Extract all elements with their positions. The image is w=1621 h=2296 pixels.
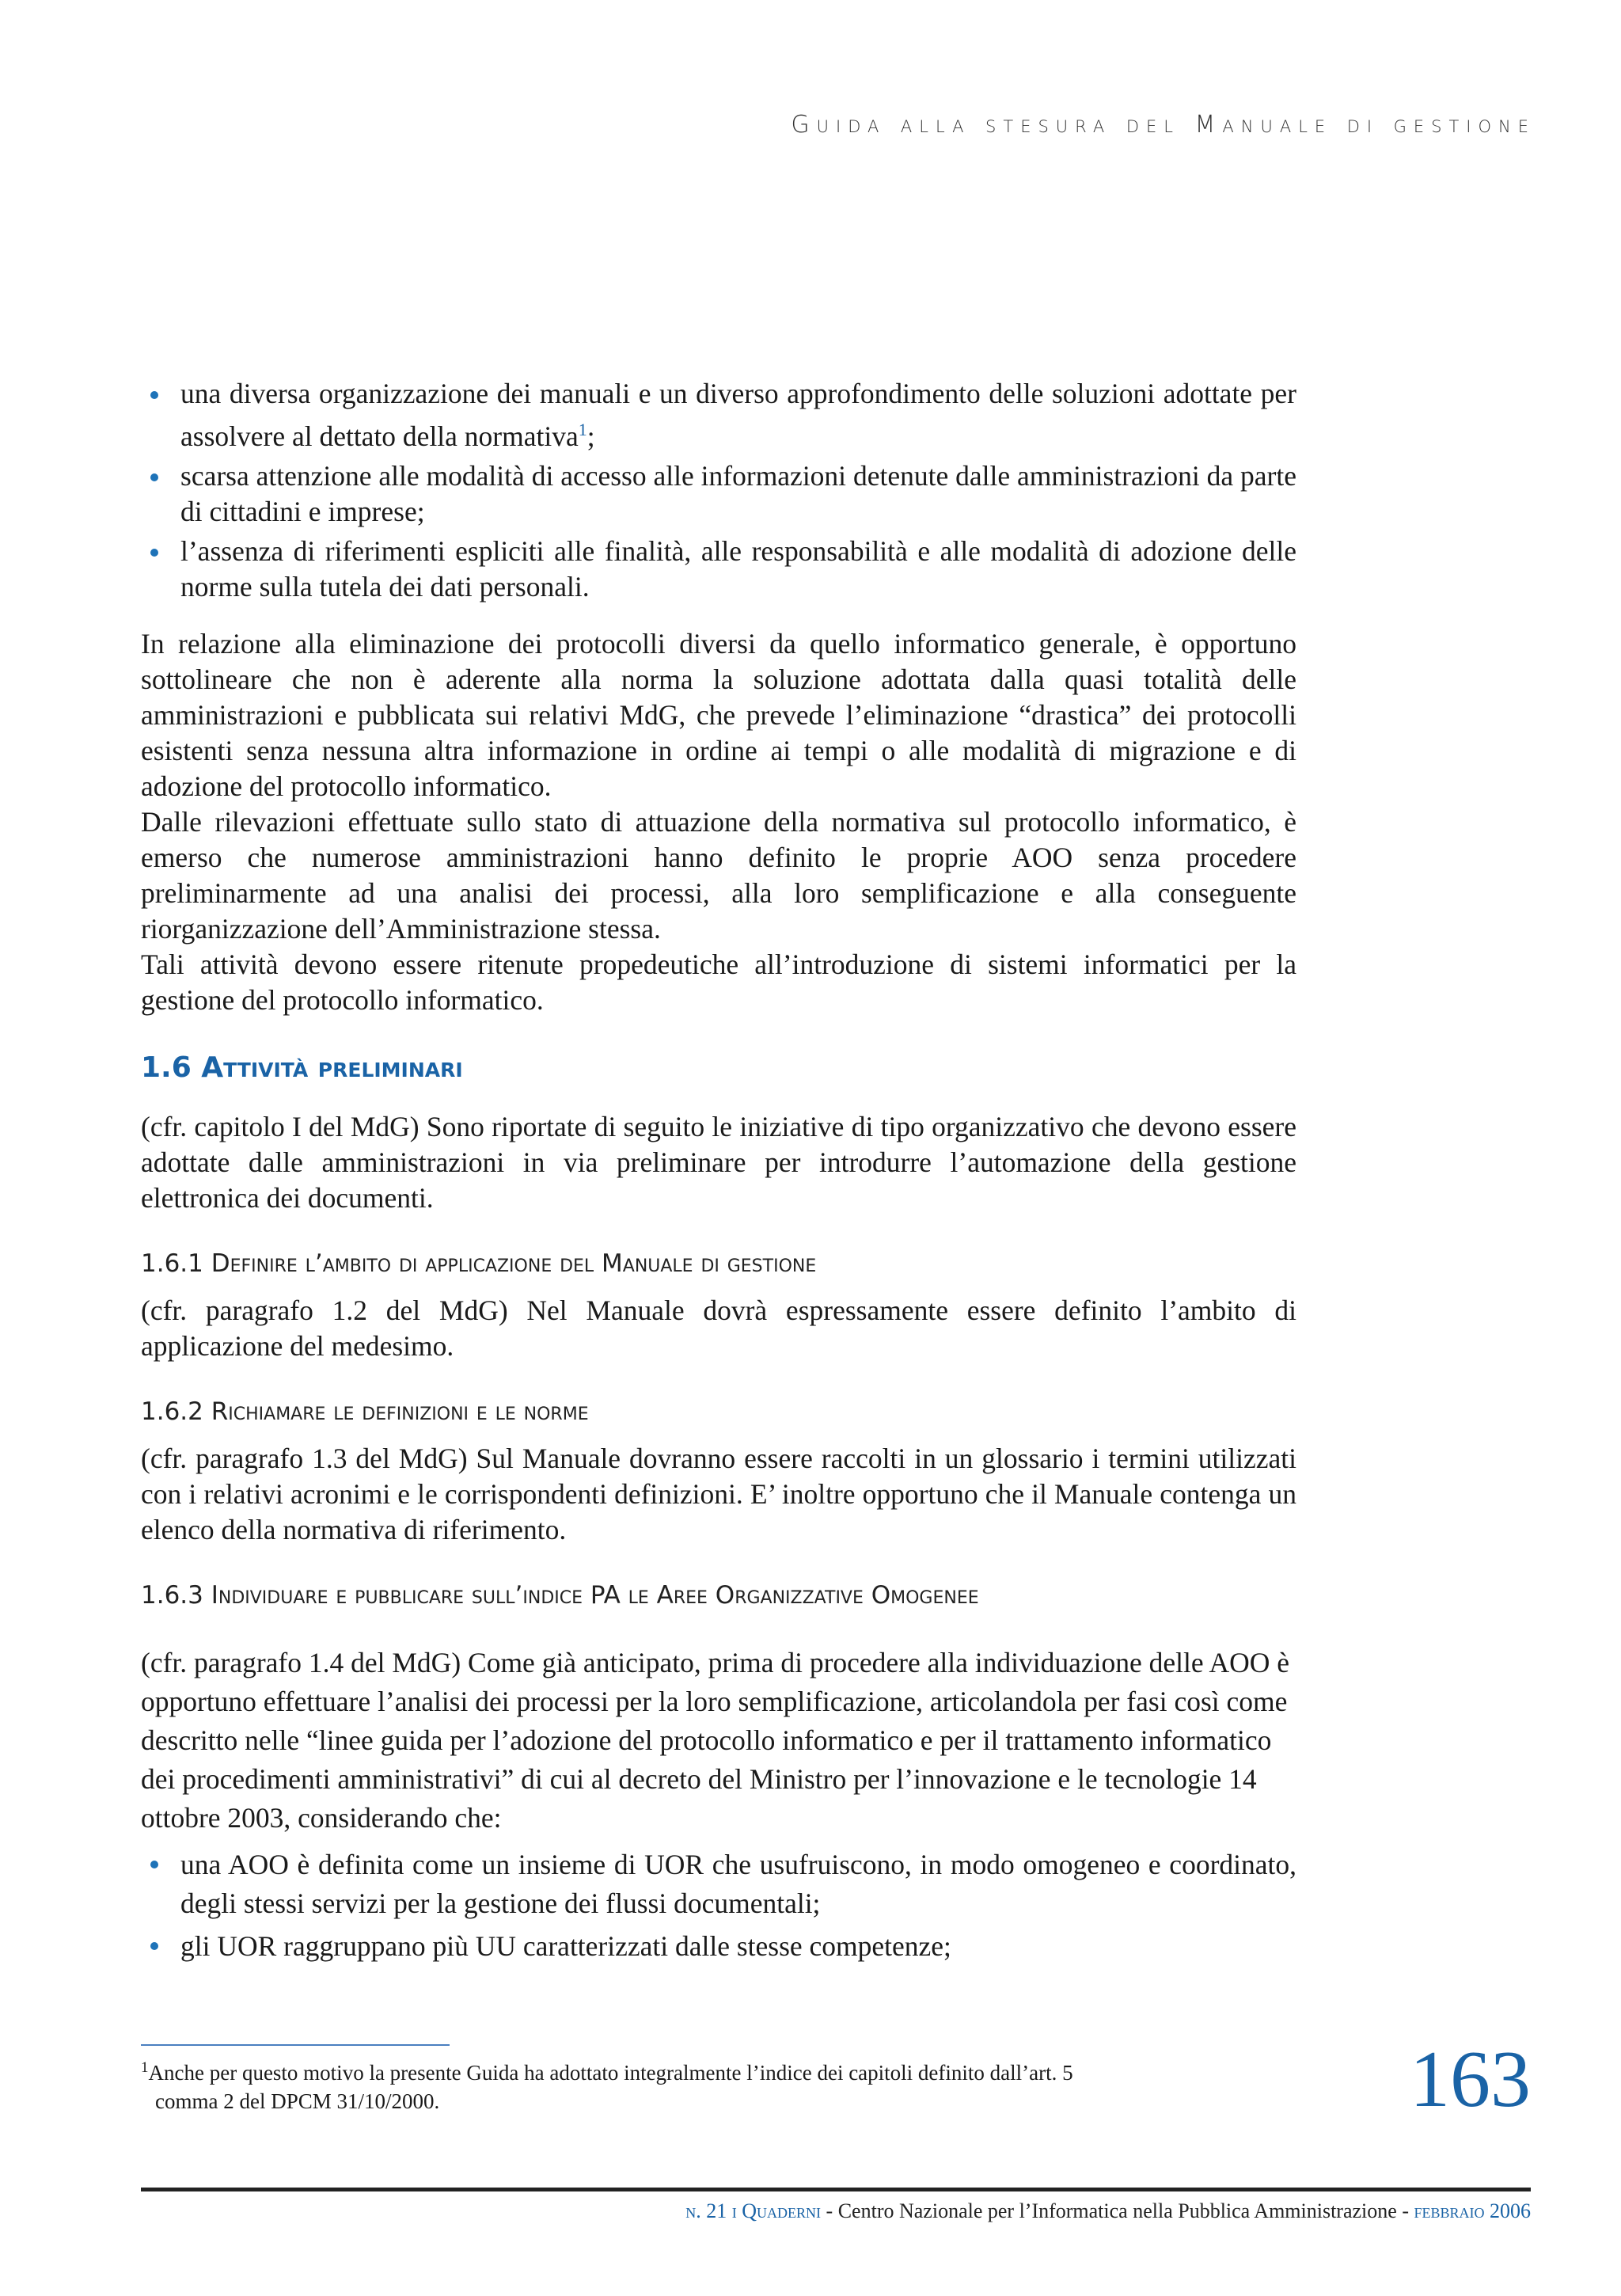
footer-date: febbraio 2006: [1414, 2199, 1531, 2222]
footer-publisher: Centro Nazionale per l’Informatica nella Pubblica Amministrazione: [837, 2199, 1397, 2222]
footnote-divider: [141, 2044, 450, 2046]
footnote-marker: 1: [141, 2059, 149, 2076]
footer-divider: [141, 2188, 1531, 2191]
section-heading-1-6-1: 1.6.1 Definire l’ambito di applicazione del Manuale di gestione: [141, 1249, 817, 1278]
list-item: scarsa attenzione alle modalità di accesso alle informazioni detenute dalle amministrazioni da parte di cittadini e imprese;: [180, 458, 1296, 530]
footnote-reference[interactable]: 1: [578, 420, 587, 439]
main-content: [141, 376, 1296, 1970]
section-heading-1-6: 1.6 Attività preliminari: [141, 1051, 463, 1084]
footnote: $^1$Anche per questo motivo la presente Guida ha adottato integralmente l’indice dei capitoli definito dall’art. 5 comma 2 del DPCM 31/10/2000.: [141, 2059, 1073, 2113]
list-item: una AOO è definita come un insieme di UOR che usufruiscono, in modo omogeneo e coordinato, degli stessi servizi per la gestione dei flussi documentali;: [180, 1846, 1296, 1923]
list-item: l’assenza di riferimenti espliciti alle finalità, alle responsabilità e alle modalità di adozione delle norme sulla tutela dei dati personali.: [180, 534, 1296, 605]
paragraph: Tali attività devono essere ritenute propedeutiche all’introduzione di sistemi informatici per la gestione del protocollo informatico.: [141, 948, 1296, 1016]
paragraph: Dalle rilevazioni effettuate sullo stato di attuazione della normativa sul protocollo informatico, è emerso che numerose amministrazioni hanno definito le proprie AOO senza procedere preliminarmente ad una analisi dei processi, alla loro semplificazione e alla conseguente riorganizzazione dell’Amministrazione stessa.: [141, 805, 1296, 945]
list-item: gli UOR raggruppano più UU caratterizzati dalle stesse competenze;: [180, 1927, 1296, 1966]
section-body-1-6-2: (cfr. paragrafo 1.3 del MdG) Sul Manuale dovranno essere raccolti in un glossario i termini utilizzati con i relativi acronimi e le corrispondenti definizioni. E’ inoltre opportuno che il Manuale contenga un elenco della normativa di riferimento.: [141, 1442, 1296, 1545]
list-item: una diversa organizzazione dei manuali e un diverso approfondimento delle soluzioni adottate per assolvere al dettato della normativa$^1$;: [180, 376, 1296, 454]
section-body-1-6-3: (cfr. paragrafo 1.4 del MdG) Come già anticipato, prima di procedere alla individuazione delle AOO è opportuno effettuare l’analisi dei processi per la loro semplificazione, articolandola per fasi così come descritto nelle “linee guida per l’adozione del protocollo informatico e per il trattamento informatico dei procedimenti amministrativi” di cui al decreto del Ministro per l’innovazione e le tecnologie 14 ottobre 2003, considerando che:: [141, 1646, 1290, 1834]
footer-issue: n. 21 i Quaderni: [685, 2199, 822, 2222]
section-heading-1-6-3: 1.6.3 Individuare e pubblicare sull’indice PA le Aree Organizzative Omogenee: [141, 1580, 979, 1610]
section-heading-1-6-2: 1.6.2 Richiamare le definizioni e le norme: [141, 1397, 589, 1426]
page-number: 163: [1410, 2035, 1531, 2124]
intro-bullet-list: [141, 376, 1296, 605]
paragraph: In relazione alla eliminazione dei protocolli diversi da quello informatico generale, è opportuno sottolineare che non è aderente alla norma la soluzione adottata dalla quasi totalità delle amministrazioni e pubblicata sui relativi MdG, che prevede l’eliminazione “drastica” dei protocolli esistenti senza nessuna altra informazione in ordine ai tempi o alle modalità di migrazione e di adozione del protocollo informatico.: [141, 627, 1296, 802]
aoo-bullet-list: [141, 1846, 1296, 1966]
page-footer: n. 21 i Quaderni - Centro Nazionale per l’Informatica nella Pubblica Amministrazione - febbraio 2006: [685, 2199, 1531, 2222]
section-body-1-6-1: (cfr. paragrafo 1.2 del MdG) Nel Manuale dovrà espressamente essere definito l’ambito di applicazione del medesimo.: [141, 1294, 1296, 1362]
section-body-1-6: (cfr. capitolo I del MdG) Sono riportate di seguito le iniziative di tipo organizzativo che devono essere adottate dalle amministrazioni in via preliminare per introdurre l’automazione della gestione elettronica dei documenti.: [141, 1110, 1296, 1214]
running-header: Guida alla stesura del Manuale di gestione: [791, 111, 1536, 139]
